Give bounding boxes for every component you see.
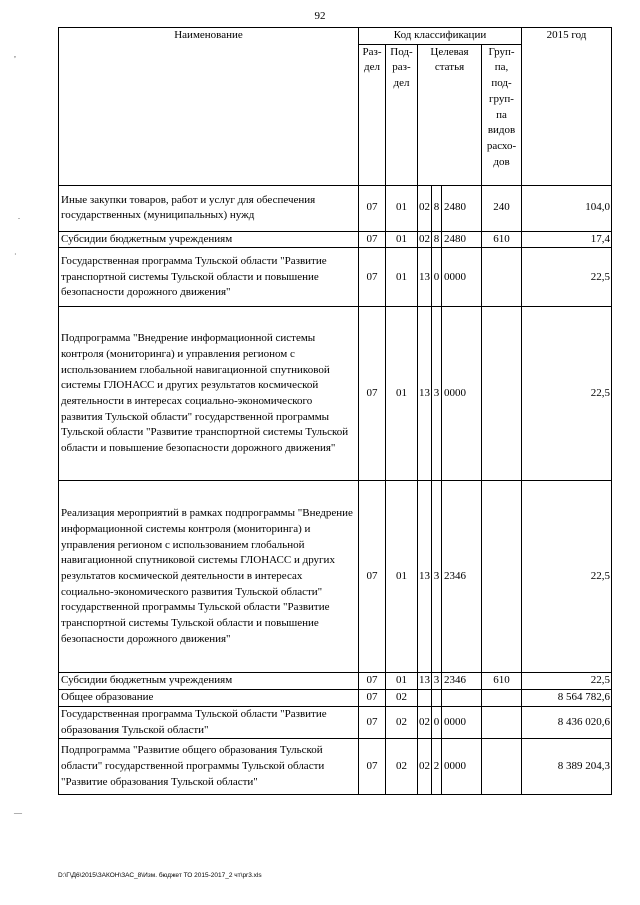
row-razdel: 07 <box>359 739 386 795</box>
row-name: Общее образование <box>59 690 359 707</box>
row-amount-2015: 8 564 782,6 <box>522 690 612 707</box>
row-target-subprogram: 0 <box>432 248 442 307</box>
row-razdel: 07 <box>359 185 386 231</box>
file-path-footer: D:\Г\Д6\2015\ЗАКОН\ЗАС_8\Изм. бюджет ТО 2015-2017_2 чт\pr3.xls <box>58 872 262 879</box>
row-podrazdel: 01 <box>386 673 418 690</box>
row-podrazdel: 01 <box>386 248 418 307</box>
row-target-program: 02 <box>418 185 432 231</box>
row-podrazdel: 01 <box>386 481 418 673</box>
row-expense-group: 610 <box>482 673 522 690</box>
row-target-direction: 2346 <box>442 481 482 673</box>
row-amount-2015: 17,4 <box>522 231 612 248</box>
row-name: Государственная программа Тульской области "Развитие транспортной системы Тульской области и повышение безопасности дорожного движения" <box>59 248 359 307</box>
row-name: Подпрограмма "Внедрение информационной системы контроля (мониторинга) и управления регионом с использованием глобальной навигационной спутниковой системы ГЛОНАСС и других результатов космической деятельности в интересах социально-экономического развития Тульской области" государственной программы Тульской области "Развитие транспортной системы Тульской области и повышение безопасности дорожного движения" <box>59 307 359 481</box>
row-target-program: 13 <box>418 673 432 690</box>
header-code: Код классификации <box>359 28 522 45</box>
row-name: Подпрограмма "Развитие общего образования Тульской области" государственной программы Тульской области "Развитие образования Тульской области" <box>59 739 359 795</box>
table-row <box>59 673 612 690</box>
row-target-subprogram <box>432 690 442 707</box>
row-razdel: 07 <box>359 481 386 673</box>
row-target-program: 13 <box>418 307 432 481</box>
scan-mark: . <box>18 212 20 221</box>
row-amount-2015: 22,5 <box>522 673 612 690</box>
row-expense-group <box>482 739 522 795</box>
row-target-program: 02 <box>418 739 432 795</box>
row-target-direction <box>442 690 482 707</box>
row-target-subprogram: 3 <box>432 307 442 481</box>
row-expense-group <box>482 248 522 307</box>
scan-mark: · <box>14 250 17 259</box>
row-target-direction: 2480 <box>442 231 482 248</box>
row-razdel: 07 <box>359 690 386 707</box>
row-expense-group: 610 <box>482 231 522 248</box>
row-podrazdel: 01 <box>386 185 418 231</box>
row-target-subprogram: 2 <box>432 739 442 795</box>
row-target-program: 02 <box>418 706 432 738</box>
header-year: 2015 год <box>522 28 612 186</box>
row-target-subprogram: 0 <box>432 706 442 738</box>
header-name: Наименование <box>59 28 359 186</box>
row-target-direction: 0000 <box>442 706 482 738</box>
row-target-direction: 0000 <box>442 307 482 481</box>
row-amount-2015: 8 436 020,6 <box>522 706 612 738</box>
row-razdel: 07 <box>359 231 386 248</box>
table-row <box>59 739 612 795</box>
row-target-program: 13 <box>418 248 432 307</box>
row-amount-2015: 104,0 <box>522 185 612 231</box>
row-amount-2015: 8 389 204,3 <box>522 739 612 795</box>
row-expense-group: 240 <box>482 185 522 231</box>
row-target-program: 02 <box>418 231 432 248</box>
row-target-direction: 2480 <box>442 185 482 231</box>
table-row <box>59 690 612 707</box>
scan-mark: , <box>14 50 16 59</box>
row-amount-2015: 22,5 <box>522 248 612 307</box>
row-name: Субсидии бюджетным учреждениям <box>59 673 359 690</box>
row-target-direction: 2346 <box>442 673 482 690</box>
table-row <box>59 481 612 673</box>
table-row <box>59 185 612 231</box>
row-podrazdel: 01 <box>386 307 418 481</box>
row-expense-group <box>482 307 522 481</box>
row-target-subprogram: 3 <box>432 673 442 690</box>
table-row <box>59 307 612 481</box>
row-target-subprogram: 8 <box>432 185 442 231</box>
row-razdel: 07 <box>359 248 386 307</box>
row-target-program: 13 <box>418 481 432 673</box>
row-name: Реализация мероприятий в рамках подпрограммы "Внедрение информационной системы контроля (мониторинга) и управления регионом с использованием глобальной навигационной спутниковой системы ГЛОНАСС и других результатов космической деятельности в интересах социально-экономического развития Тульской области" государственной программы Тульской области "Развитие транспортной системы Тульской области и повышение безопасности дорожного движения" <box>59 481 359 673</box>
budget-table <box>58 27 612 795</box>
row-expense-group <box>482 690 522 707</box>
table-row <box>59 248 612 307</box>
row-target-direction: 0000 <box>442 739 482 795</box>
row-name: Государственная программа Тульской области "Развитие образования Тульской области" <box>59 706 359 738</box>
row-amount-2015: 22,5 <box>522 307 612 481</box>
table-row <box>59 706 612 738</box>
row-podrazdel: 02 <box>386 739 418 795</box>
row-razdel: 07 <box>359 307 386 481</box>
header-target: Целевая статья <box>418 44 482 185</box>
table-row <box>59 231 612 248</box>
row-expense-group <box>482 706 522 738</box>
row-amount-2015: 22,5 <box>522 481 612 673</box>
row-target-subprogram: 8 <box>432 231 442 248</box>
row-name: Иные закупки товаров, работ и услуг для обеспечения государственных (муниципальных) нужд <box>59 185 359 231</box>
row-expense-group <box>482 481 522 673</box>
row-podrazdel: 02 <box>386 706 418 738</box>
page-number: 92 <box>314 10 326 22</box>
row-razdel: 07 <box>359 706 386 738</box>
header-podrazdel: Под- раз- дел <box>386 44 418 185</box>
row-razdel: 07 <box>359 673 386 690</box>
row-name: Субсидии бюджетным учреждениям <box>59 231 359 248</box>
row-target-subprogram: 3 <box>432 481 442 673</box>
row-podrazdel: 01 <box>386 231 418 248</box>
row-target-direction: 0000 <box>442 248 482 307</box>
header-group: Груп- па, под- груп- па видов расхо- дов <box>482 44 522 185</box>
header-razdel: Раз- дел <box>359 44 386 185</box>
row-podrazdel: 02 <box>386 690 418 707</box>
scan-mark: — <box>14 808 22 817</box>
row-target-program <box>418 690 432 707</box>
